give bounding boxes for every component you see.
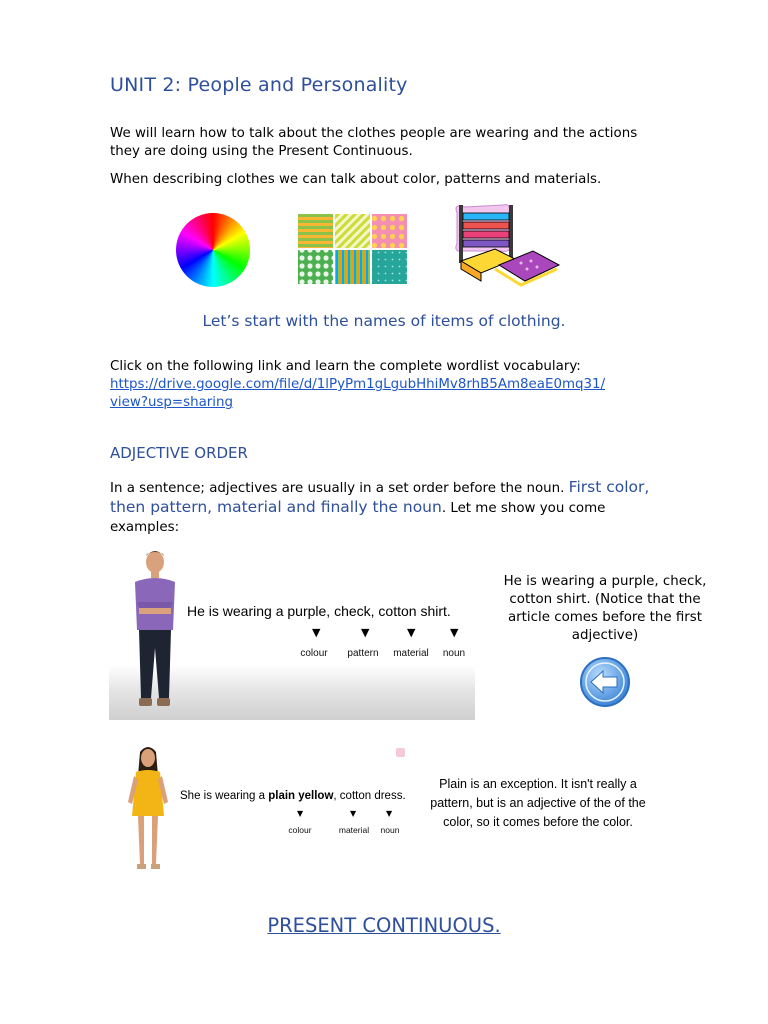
label-noun: noun (442, 648, 466, 659)
present-continuous-link[interactable]: PRESENT CONTINUOUS. (267, 914, 501, 937)
wordlist-link-line2[interactable]: view?usp=sharing (110, 395, 234, 410)
intro-paragraph-2: When describing clothes we can talk about color, patterns and materials. (110, 172, 602, 187)
example1-sentence: He is wearing a purple, check, cotton shirt. (187, 603, 451, 619)
woman-figure (124, 746, 170, 878)
color-wheel-icon (176, 213, 254, 287)
down-arrow-icon: ▼ (312, 626, 321, 639)
adjective-order-heading: ADJECTIVE ORDER (110, 444, 248, 462)
label-material: material (393, 648, 429, 659)
adjective-order-highlight: First color, then pattern, material and finally the noun (110, 478, 650, 516)
back-arrow-button[interactable] (579, 656, 631, 708)
wordlist-link[interactable] (110, 376, 670, 412)
label-material: material (338, 825, 370, 835)
example1-image (109, 548, 475, 720)
down-arrow-icon: ▼ (450, 626, 459, 639)
label-colour: colour (300, 648, 328, 659)
down-arrow-icon: ▼ (386, 809, 393, 818)
example2-sentence-bold: plain yellow (268, 790, 334, 802)
page-title: UNIT 2: People and Personality (110, 74, 408, 96)
label-noun: noun (380, 825, 400, 835)
adjective-order-paragraph (110, 478, 670, 537)
down-arrow-icon: ▼ (297, 809, 304, 818)
pattern-swatches-icon (298, 214, 408, 288)
present-continuous-heading[interactable] (0, 914, 768, 937)
label-pattern: pattern (347, 648, 379, 659)
lets-start-heading: Let’s start with the names of items of clothing. (202, 312, 566, 330)
adjective-order-text: In a sentence; adjectives are usually in a set order before the noun. (110, 481, 569, 496)
down-arrow-icon: ▼ (407, 626, 416, 639)
example2-sentence-pre: She is wearing a (180, 790, 269, 802)
fabric-materials-icon (451, 203, 563, 287)
intro-paragraph: We will learn how to talk about the clothes people are wearing and the actions they are doing using the Present Continuous. (110, 126, 638, 159)
example2-sentence (180, 790, 406, 802)
down-arrow-icon: ▼ (350, 809, 357, 818)
wordlist-link-line1[interactable]: https://drive.google.com/file/d/1lPyPm1gLgubHhiMv8rhB5Am8eaE0mq31/ (110, 377, 606, 392)
down-arrow-icon: ▼ (361, 626, 370, 639)
label-colour: colour (288, 825, 312, 835)
decorative-mark (396, 748, 405, 757)
example2-image (120, 740, 415, 880)
example2-caption: Plain is an exception. It isn't really a pattern, but is an adjective of the of the color, so it comes before the color. (430, 777, 646, 829)
example1-caption: He is wearing a purple, check, cotton shirt. (Notice that the article comes before the first adjective) (503, 574, 707, 643)
adjective-order-text-after: . Let me show you come examples: (110, 501, 606, 535)
example2-sentence-post: , cotton dress. (333, 790, 406, 802)
wordlist-intro: Click on the following link and learn the complete wordlist vocabulary: (110, 359, 581, 374)
man-figure (121, 548, 181, 720)
